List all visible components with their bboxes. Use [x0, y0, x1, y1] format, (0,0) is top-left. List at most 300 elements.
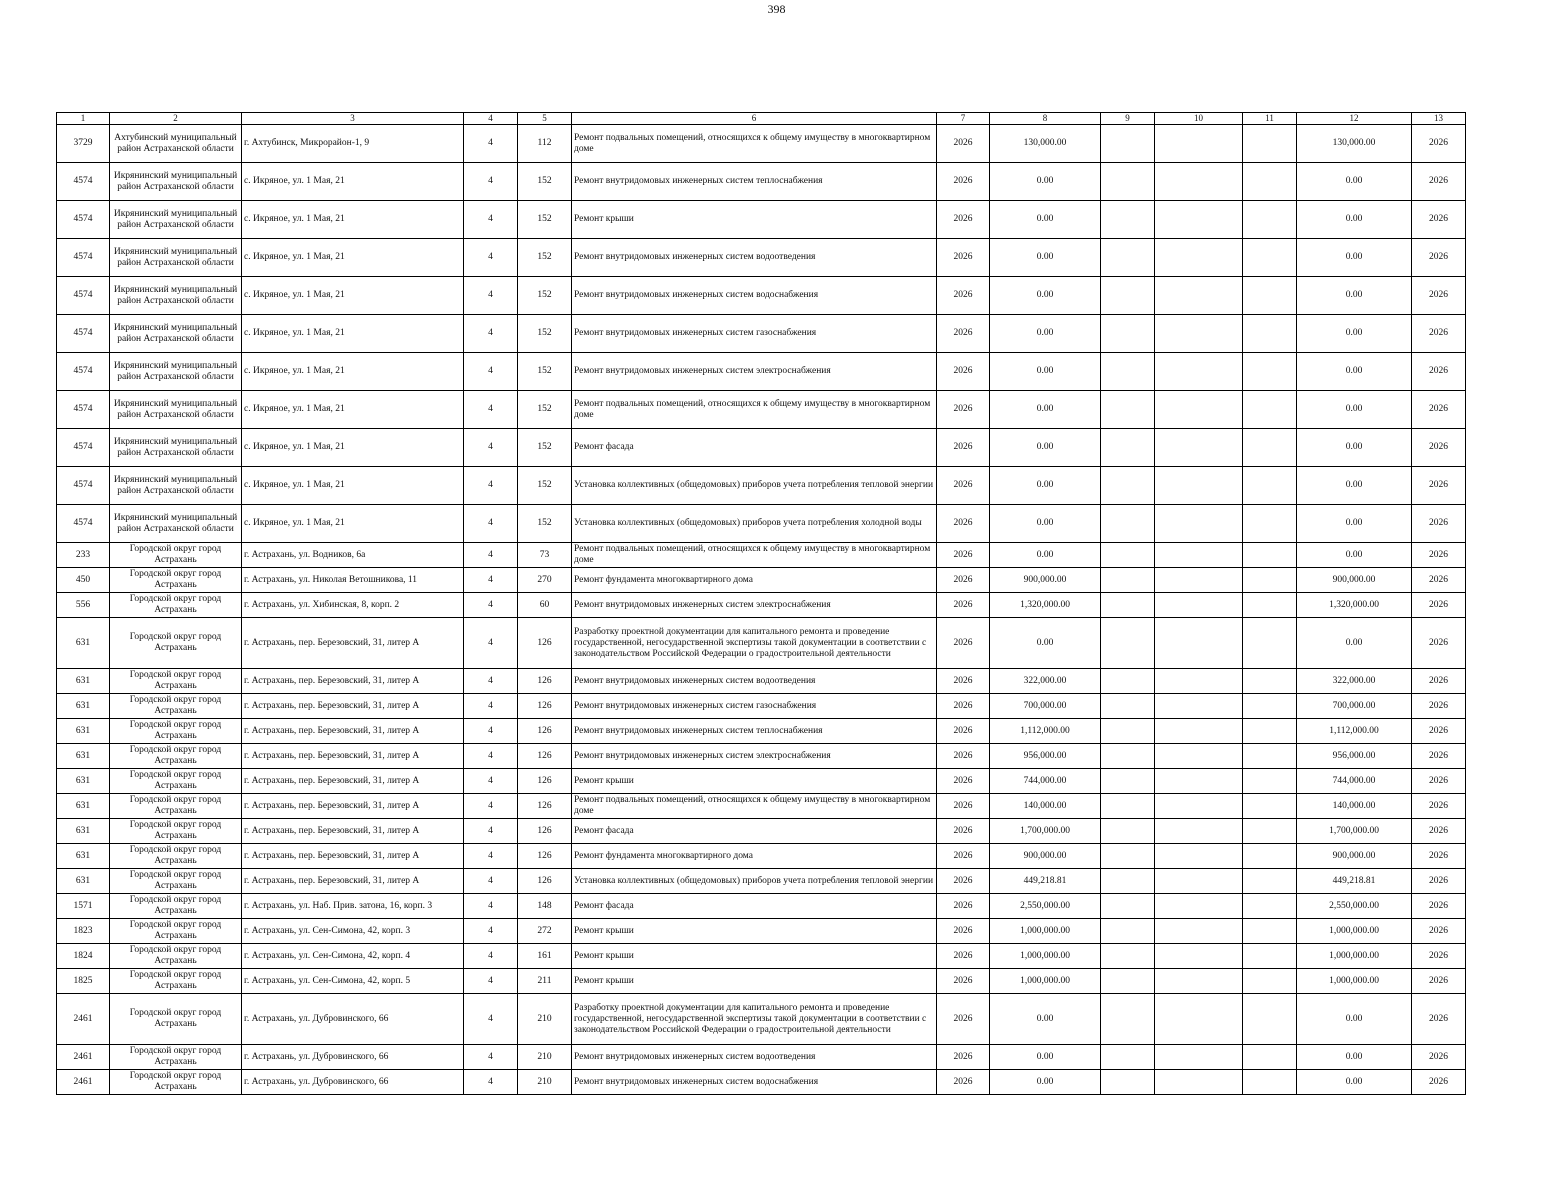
cost-fund-cell: 0.00 [1297, 543, 1412, 568]
cost-fund-cell: 0.00 [1297, 467, 1412, 505]
col-11-cell [1243, 869, 1297, 894]
address-cell: г. Астрахань, пер. Березовский, 31, литер А [242, 744, 464, 769]
cost-total-cell: 0.00 [990, 277, 1101, 315]
cost-fund-cell: 1,320,000.00 [1297, 593, 1412, 618]
col-10-cell [1155, 467, 1243, 505]
work-type-cell: Ремонт фасада [572, 819, 937, 844]
start-year-cell: 2026 [937, 969, 990, 994]
start-year-cell: 2026 [937, 391, 990, 429]
table-row [57, 593, 1466, 618]
address-cell: г. Астрахань, ул. Дубровинского, 66 [242, 1070, 464, 1095]
table-row [57, 239, 1466, 277]
house-id-cell: 450 [57, 568, 110, 593]
work-type-cell: Ремонт внутридомовых инженерных систем электроснабжения [572, 744, 937, 769]
col-11-cell [1243, 353, 1297, 391]
table-row [57, 819, 1466, 844]
category-cell: 4 [464, 125, 518, 163]
cost-total-cell: 0.00 [990, 239, 1101, 277]
col-11-cell [1243, 1045, 1297, 1070]
end-year-cell: 2026 [1412, 391, 1466, 429]
house-id-cell: 4574 [57, 353, 110, 391]
work-type-cell: Разработку проектной документации для капитального ремонта и проведение государственной, негосударственной экспертизы такой документации в соответствии с законодательством Российской Федерации о градостроительной деятельности [572, 618, 937, 669]
municipality-cell: Икрянинский муниципальный район Астраханской области [110, 429, 242, 467]
category-cell: 4 [464, 467, 518, 505]
cost-fund-cell: 0.00 [1297, 353, 1412, 391]
col-11-cell [1243, 819, 1297, 844]
count-cell: 152 [518, 239, 572, 277]
municipality-cell: Городской округ город Астрахань [110, 944, 242, 969]
cost-total-cell: 0.00 [990, 201, 1101, 239]
work-type-cell: Ремонт внутридомовых инженерных систем газоснабжения [572, 315, 937, 353]
col-9-cell [1101, 869, 1155, 894]
col-11-cell [1243, 618, 1297, 669]
col-10-cell [1155, 163, 1243, 201]
table-row [57, 467, 1466, 505]
work-type-cell: Ремонт крыши [572, 944, 937, 969]
category-cell: 4 [464, 844, 518, 869]
work-type-cell: Ремонт подвальных помещений, относящихся к общему имуществу в многоквартирном доме [572, 794, 937, 819]
col-9-cell [1101, 994, 1155, 1045]
table-row [57, 163, 1466, 201]
table-row [57, 919, 1466, 944]
col-9-cell [1101, 429, 1155, 467]
end-year-cell: 2026 [1412, 1070, 1466, 1095]
column-header-11: 11 [1243, 113, 1297, 125]
cost-total-cell: 449,218.81 [990, 869, 1101, 894]
count-cell: 152 [518, 163, 572, 201]
col-11-cell [1243, 794, 1297, 819]
house-id-cell: 631 [57, 869, 110, 894]
municipality-cell: Икрянинский муниципальный район Астраханской области [110, 239, 242, 277]
col-9-cell [1101, 969, 1155, 994]
municipality-cell: Икрянинский муниципальный район Астраханской области [110, 353, 242, 391]
category-cell: 4 [464, 277, 518, 315]
col-11-cell [1243, 593, 1297, 618]
col-10-cell [1155, 669, 1243, 694]
table-row [57, 994, 1466, 1045]
table-row [57, 794, 1466, 819]
address-cell: г. Астрахань, пер. Березовский, 31, литер А [242, 669, 464, 694]
work-type-cell: Ремонт внутридомовых инженерных систем водоснабжения [572, 1070, 937, 1095]
municipality-cell: Городской округ город Астрахань [110, 869, 242, 894]
col-10-cell [1155, 201, 1243, 239]
col-9-cell [1101, 391, 1155, 429]
end-year-cell: 2026 [1412, 769, 1466, 794]
start-year-cell: 2026 [937, 919, 990, 944]
municipality-cell: Икрянинский муниципальный район Астраханской области [110, 163, 242, 201]
col-10-cell [1155, 794, 1243, 819]
count-cell: 152 [518, 353, 572, 391]
category-cell: 4 [464, 994, 518, 1045]
house-id-cell: 2461 [57, 1070, 110, 1095]
table-body [57, 125, 1466, 1095]
end-year-cell: 2026 [1412, 239, 1466, 277]
cost-total-cell: 0.00 [990, 391, 1101, 429]
end-year-cell: 2026 [1412, 869, 1466, 894]
category-cell: 4 [464, 1045, 518, 1070]
cost-total-cell: 900,000.00 [990, 844, 1101, 869]
address-cell: с. Икряное, ул. 1 Мая, 21 [242, 505, 464, 543]
municipality-cell: Городской округ город Астрахань [110, 669, 242, 694]
count-cell: 152 [518, 391, 572, 429]
start-year-cell: 2026 [937, 353, 990, 391]
start-year-cell: 2026 [937, 543, 990, 568]
address-cell: г. Астрахань, пер. Березовский, 31, литер А [242, 769, 464, 794]
work-type-cell: Установка коллективных (общедомовых) приборов учета потребления тепловой энергии [572, 467, 937, 505]
house-id-cell: 3729 [57, 125, 110, 163]
municipality-cell: Городской округ город Астрахань [110, 568, 242, 593]
end-year-cell: 2026 [1412, 1045, 1466, 1070]
col-9-cell [1101, 543, 1155, 568]
column-header-5: 5 [518, 113, 572, 125]
cost-fund-cell: 0.00 [1297, 994, 1412, 1045]
work-type-cell: Ремонт внутридомовых инженерных систем водоотведения [572, 239, 937, 277]
count-cell: 126 [518, 618, 572, 669]
house-id-cell: 4574 [57, 467, 110, 505]
col-10-cell [1155, 239, 1243, 277]
cost-total-cell: 0.00 [990, 543, 1101, 568]
category-cell: 4 [464, 919, 518, 944]
cost-fund-cell: 0.00 [1297, 505, 1412, 543]
table-row [57, 618, 1466, 669]
start-year-cell: 2026 [937, 719, 990, 744]
cost-total-cell: 0.00 [990, 315, 1101, 353]
cost-fund-cell: 0.00 [1297, 618, 1412, 669]
cost-fund-cell: 900,000.00 [1297, 568, 1412, 593]
start-year-cell: 2026 [937, 505, 990, 543]
category-cell: 4 [464, 694, 518, 719]
cost-fund-cell: 0.00 [1297, 201, 1412, 239]
col-10-cell [1155, 744, 1243, 769]
col-9-cell [1101, 277, 1155, 315]
start-year-cell: 2026 [937, 618, 990, 669]
end-year-cell: 2026 [1412, 669, 1466, 694]
cost-fund-cell: 0.00 [1297, 1045, 1412, 1070]
cost-total-cell: 322,000.00 [990, 669, 1101, 694]
count-cell: 152 [518, 201, 572, 239]
cost-total-cell: 900,000.00 [990, 568, 1101, 593]
category-cell: 4 [464, 239, 518, 277]
category-cell: 4 [464, 719, 518, 744]
house-id-cell: 1824 [57, 944, 110, 969]
address-cell: с. Икряное, ул. 1 Мая, 21 [242, 467, 464, 505]
category-cell: 4 [464, 1070, 518, 1095]
col-10-cell [1155, 919, 1243, 944]
count-cell: 152 [518, 429, 572, 467]
count-cell: 126 [518, 794, 572, 819]
col-11-cell [1243, 769, 1297, 794]
work-type-cell: Ремонт подвальных помещений, относящихся к общему имуществу в многоквартирном доме [572, 391, 937, 429]
col-10-cell [1155, 1070, 1243, 1095]
cost-total-cell: 700,000.00 [990, 694, 1101, 719]
cost-total-cell: 140,000.00 [990, 794, 1101, 819]
cost-total-cell: 1,700,000.00 [990, 819, 1101, 844]
address-cell: г. Астрахань, ул. Сен-Симона, 42, корп. 5 [242, 969, 464, 994]
col-10-cell [1155, 543, 1243, 568]
end-year-cell: 2026 [1412, 568, 1466, 593]
page-number: 398 [767, 2, 786, 16]
cost-total-cell: 130,000.00 [990, 125, 1101, 163]
category-cell: 4 [464, 429, 518, 467]
column-header-9: 9 [1101, 113, 1155, 125]
table-row [57, 1045, 1466, 1070]
col-11-cell [1243, 163, 1297, 201]
end-year-cell: 2026 [1412, 794, 1466, 819]
start-year-cell: 2026 [937, 239, 990, 277]
col-10-cell [1155, 125, 1243, 163]
col-9-cell [1101, 618, 1155, 669]
column-header-8: 8 [990, 113, 1101, 125]
count-cell: 126 [518, 844, 572, 869]
cost-total-cell: 956,000.00 [990, 744, 1101, 769]
start-year-cell: 2026 [937, 315, 990, 353]
col-11-cell [1243, 744, 1297, 769]
col-11-cell [1243, 467, 1297, 505]
municipality-cell: Городской округ город Астрахань [110, 969, 242, 994]
count-cell: 270 [518, 568, 572, 593]
column-header-13: 13 [1412, 113, 1466, 125]
start-year-cell: 2026 [937, 894, 990, 919]
count-cell: 148 [518, 894, 572, 919]
cost-fund-cell: 0.00 [1297, 315, 1412, 353]
col-11-cell [1243, 568, 1297, 593]
col-10-cell [1155, 593, 1243, 618]
address-cell: г. Астрахань, пер. Березовский, 31, литер А [242, 618, 464, 669]
cost-total-cell: 1,000,000.00 [990, 944, 1101, 969]
count-cell: 126 [518, 719, 572, 744]
col-11-cell [1243, 125, 1297, 163]
municipality-cell: Городской округ город Астрахань [110, 919, 242, 944]
count-cell: 126 [518, 819, 572, 844]
work-type-cell: Ремонт фундамента многоквартирного дома [572, 568, 937, 593]
house-id-cell: 4574 [57, 315, 110, 353]
table-row [57, 125, 1466, 163]
count-cell: 126 [518, 669, 572, 694]
address-cell: г. Ахтубинск, Микрорайон-1, 9 [242, 125, 464, 163]
start-year-cell: 2026 [937, 568, 990, 593]
work-type-cell: Ремонт крыши [572, 969, 937, 994]
municipality-cell: Икрянинский муниципальный район Астраханской области [110, 277, 242, 315]
end-year-cell: 2026 [1412, 744, 1466, 769]
work-type-cell: Ремонт внутридомовых инженерных систем водоотведения [572, 669, 937, 694]
cost-fund-cell: 0.00 [1297, 277, 1412, 315]
start-year-cell: 2026 [937, 794, 990, 819]
cost-fund-cell: 2,550,000.00 [1297, 894, 1412, 919]
col-11-cell [1243, 1070, 1297, 1095]
municipality-cell: Городской округ город Астрахань [110, 819, 242, 844]
start-year-cell: 2026 [937, 1070, 990, 1095]
end-year-cell: 2026 [1412, 429, 1466, 467]
category-cell: 4 [464, 618, 518, 669]
col-9-cell [1101, 794, 1155, 819]
col-9-cell [1101, 125, 1155, 163]
col-9-cell [1101, 1045, 1155, 1070]
start-year-cell: 2026 [937, 277, 990, 315]
end-year-cell: 2026 [1412, 844, 1466, 869]
col-9-cell [1101, 844, 1155, 869]
header-row [57, 113, 1466, 125]
count-cell: 210 [518, 1045, 572, 1070]
column-header-7: 7 [937, 113, 990, 125]
cost-total-cell: 2,550,000.00 [990, 894, 1101, 919]
table-row [57, 429, 1466, 467]
cost-total-cell: 0.00 [990, 467, 1101, 505]
cost-fund-cell: 1,700,000.00 [1297, 819, 1412, 844]
cost-fund-cell: 0.00 [1297, 391, 1412, 429]
work-type-cell: Ремонт фундамента многоквартирного дома [572, 844, 937, 869]
col-10-cell [1155, 994, 1243, 1045]
category-cell: 4 [464, 163, 518, 201]
house-id-cell: 631 [57, 744, 110, 769]
col-9-cell [1101, 593, 1155, 618]
category-cell: 4 [464, 568, 518, 593]
col-11-cell [1243, 391, 1297, 429]
col-9-cell [1101, 694, 1155, 719]
cost-fund-cell: 449,218.81 [1297, 869, 1412, 894]
category-cell: 4 [464, 819, 518, 844]
table-row [57, 869, 1466, 894]
col-10-cell [1155, 719, 1243, 744]
col-11-cell [1243, 429, 1297, 467]
start-year-cell: 2026 [937, 944, 990, 969]
count-cell: 73 [518, 543, 572, 568]
end-year-cell: 2026 [1412, 201, 1466, 239]
count-cell: 126 [518, 869, 572, 894]
start-year-cell: 2026 [937, 869, 990, 894]
column-header-6: 6 [572, 113, 937, 125]
col-10-cell [1155, 505, 1243, 543]
end-year-cell: 2026 [1412, 505, 1466, 543]
municipality-cell: Городской округ город Астрахань [110, 894, 242, 919]
col-9-cell [1101, 669, 1155, 694]
cost-fund-cell: 1,000,000.00 [1297, 944, 1412, 969]
table-row [57, 277, 1466, 315]
work-type-cell: Установка коллективных (общедомовых) приборов учета потребления тепловой энергии [572, 869, 937, 894]
house-id-cell: 1825 [57, 969, 110, 994]
end-year-cell: 2026 [1412, 543, 1466, 568]
table-row [57, 969, 1466, 994]
work-type-cell: Ремонт фасада [572, 429, 937, 467]
municipality-cell: Городской округ город Астрахань [110, 1045, 242, 1070]
house-id-cell: 2461 [57, 994, 110, 1045]
address-cell: г. Астрахань, пер. Березовский, 31, литер А [242, 844, 464, 869]
col-10-cell [1155, 315, 1243, 353]
work-type-cell: Ремонт внутридомовых инженерных систем теплоснабжения [572, 719, 937, 744]
column-header-2: 2 [110, 113, 242, 125]
col-10-cell [1155, 969, 1243, 994]
col-11-cell [1243, 944, 1297, 969]
house-id-cell: 631 [57, 819, 110, 844]
start-year-cell: 2026 [937, 1045, 990, 1070]
col-10-cell [1155, 869, 1243, 894]
address-cell: с. Икряное, ул. 1 Мая, 21 [242, 429, 464, 467]
table-row [57, 315, 1466, 353]
start-year-cell: 2026 [937, 694, 990, 719]
cost-fund-cell: 1,000,000.00 [1297, 919, 1412, 944]
cost-fund-cell: 744,000.00 [1297, 769, 1412, 794]
house-id-cell: 4574 [57, 429, 110, 467]
count-cell: 112 [518, 125, 572, 163]
category-cell: 4 [464, 969, 518, 994]
cost-total-cell: 0.00 [990, 1070, 1101, 1095]
table-row [57, 944, 1466, 969]
category-cell: 4 [464, 391, 518, 429]
cost-total-cell: 744,000.00 [990, 769, 1101, 794]
house-id-cell: 4574 [57, 239, 110, 277]
category-cell: 4 [464, 669, 518, 694]
end-year-cell: 2026 [1412, 467, 1466, 505]
count-cell: 210 [518, 1070, 572, 1095]
end-year-cell: 2026 [1412, 694, 1466, 719]
cost-fund-cell: 140,000.00 [1297, 794, 1412, 819]
col-9-cell [1101, 467, 1155, 505]
count-cell: 272 [518, 919, 572, 944]
table-row [57, 894, 1466, 919]
municipality-cell: Ахтубинский муниципальный район Астраханской области [110, 125, 242, 163]
category-cell: 4 [464, 201, 518, 239]
start-year-cell: 2026 [937, 593, 990, 618]
house-id-cell: 631 [57, 719, 110, 744]
count-cell: 60 [518, 593, 572, 618]
col-9-cell [1101, 239, 1155, 277]
start-year-cell: 2026 [937, 163, 990, 201]
cost-fund-cell: 1,000,000.00 [1297, 969, 1412, 994]
category-cell: 4 [464, 543, 518, 568]
start-year-cell: 2026 [937, 125, 990, 163]
address-cell: г. Астрахань, пер. Березовский, 31, литер А [242, 869, 464, 894]
col-11-cell [1243, 844, 1297, 869]
house-id-cell: 4574 [57, 277, 110, 315]
end-year-cell: 2026 [1412, 919, 1466, 944]
count-cell: 211 [518, 969, 572, 994]
cost-fund-cell: 0.00 [1297, 239, 1412, 277]
count-cell: 152 [518, 467, 572, 505]
start-year-cell: 2026 [937, 429, 990, 467]
work-type-cell: Ремонт внутридомовых инженерных систем водоотведения [572, 1045, 937, 1070]
start-year-cell: 2026 [937, 467, 990, 505]
table-row [57, 1070, 1466, 1095]
cost-fund-cell: 0.00 [1297, 163, 1412, 201]
end-year-cell: 2026 [1412, 819, 1466, 844]
work-type-cell: Ремонт крыши [572, 201, 937, 239]
end-year-cell: 2026 [1412, 353, 1466, 391]
work-type-cell: Ремонт крыши [572, 769, 937, 794]
col-10-cell [1155, 568, 1243, 593]
category-cell: 4 [464, 315, 518, 353]
municipality-cell: Городской округ город Астрахань [110, 994, 242, 1045]
table-row [57, 844, 1466, 869]
start-year-cell: 2026 [937, 744, 990, 769]
start-year-cell: 2026 [937, 844, 990, 869]
address-cell: г. Астрахань, пер. Березовский, 31, литер А [242, 819, 464, 844]
cost-total-cell: 1,320,000.00 [990, 593, 1101, 618]
table-row [57, 353, 1466, 391]
count-cell: 126 [518, 694, 572, 719]
col-9-cell [1101, 568, 1155, 593]
house-id-cell: 1823 [57, 919, 110, 944]
col-9-cell [1101, 919, 1155, 944]
municipality-cell: Городской округ город Астрахань [110, 744, 242, 769]
col-9-cell [1101, 819, 1155, 844]
col-10-cell [1155, 819, 1243, 844]
house-id-cell: 4574 [57, 391, 110, 429]
end-year-cell: 2026 [1412, 944, 1466, 969]
address-cell: с. Икряное, ул. 1 Мая, 21 [242, 315, 464, 353]
work-type-cell: Ремонт крыши [572, 919, 937, 944]
cost-total-cell: 0.00 [990, 429, 1101, 467]
municipality-cell: Икрянинский муниципальный район Астраханской области [110, 505, 242, 543]
end-year-cell: 2026 [1412, 969, 1466, 994]
